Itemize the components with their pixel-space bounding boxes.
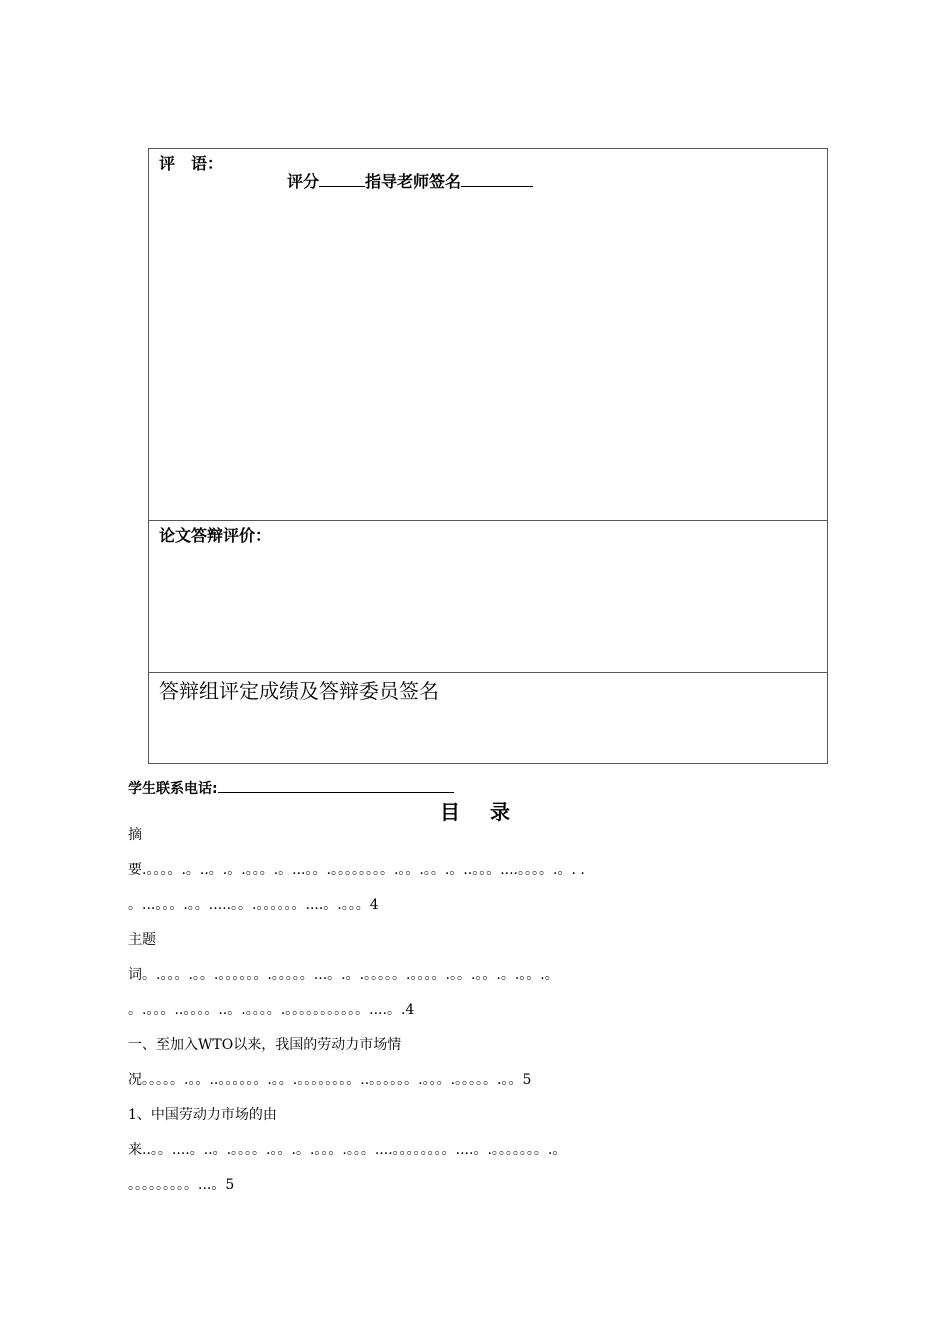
student-phone-label: 学生联系电话: [128, 781, 218, 797]
committee-label: 答辩组评定成绩及答辩委员签名 [159, 679, 439, 703]
toc-line: 1、中国劳动力市场的由 [128, 1107, 277, 1123]
score-blank [319, 170, 365, 187]
score-signature-line [287, 169, 533, 192]
student-phone-line [128, 776, 454, 798]
defense-evaluation-cell [149, 521, 827, 673]
toc-line: 要.。。。。.。..。.。.。。。.。...。。.。。。。。。。。.。。.。。.。..。。。....。。。。.。. . [128, 862, 585, 878]
toc-line: 。.。。。..。。。。..。.。。。。.。。。。。。。。。。。....。.4 [128, 1002, 415, 1018]
toc-line: 主题 [128, 932, 156, 948]
toc-line: 一、至加入WTO以来，我国的劳动力市场情 [128, 1037, 402, 1053]
toc-line: 摘 [128, 827, 142, 843]
table-of-contents [128, 824, 828, 1209]
comments-label: 评 语： [159, 154, 224, 173]
defense-evaluation-label: 论文答辩评价： [159, 526, 272, 545]
comments-cell [149, 149, 827, 521]
advisor-signature-blank [461, 170, 533, 187]
toc-line: 来..。。....。..。.。。。。.。。.。.。。。.。。。....。。。。。。。。....。.。。。。。。。.。 [128, 1142, 567, 1158]
committee-cell [149, 673, 827, 763]
toc-title: 目录 [440, 800, 540, 824]
score-label: 评分 [287, 172, 320, 191]
toc-line: 。...。。。.。。.....。。.。。。。。。....。.。。。4 [128, 897, 379, 913]
advisor-signature-label: 指导老师签名 [365, 172, 462, 191]
student-phone-blank [218, 776, 454, 793]
evaluation-form-table [148, 148, 828, 764]
toc-line: 况。。。。。.。。..。。。。。。.。。.。。。。。。。。..。。。。。。.。。。.。。。。。.。。5 [128, 1072, 532, 1088]
toc-line: 词。.。。。.。。.。。。。。。.。。。。。...。.。.。。。。。.。。。。.。。.。。.。.。。.。 [128, 967, 559, 983]
toc-line: 。。。。。。。。。...。5 [128, 1177, 235, 1193]
